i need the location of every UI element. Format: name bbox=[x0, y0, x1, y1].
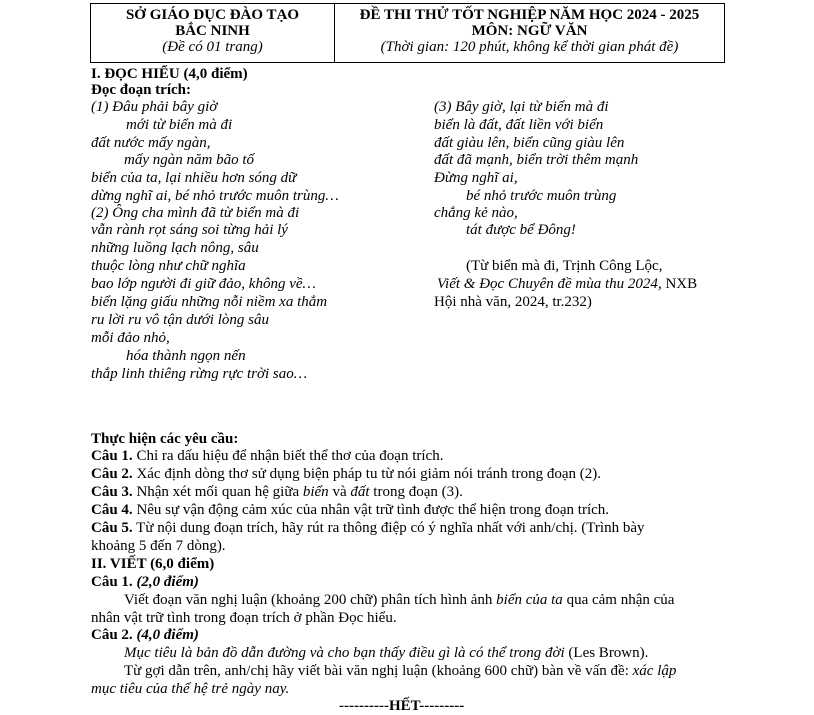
c1-label: Câu 1. bbox=[91, 574, 133, 590]
essay-2-quote bbox=[124, 645, 648, 662]
poem-left-line: hóa thành ngọn nến bbox=[126, 348, 246, 364]
poem-left-line: thuộc lòng như chữ nghĩa bbox=[91, 258, 246, 274]
poem-left-line: dừng nghĩ ai, bé nhỏ trước muôn trùng… bbox=[91, 188, 339, 204]
essay-2-heading bbox=[91, 627, 199, 644]
subject-name: MÔN: NGỮ VĂN bbox=[471, 23, 588, 39]
c2-italic-1: xác lập bbox=[632, 663, 677, 679]
time-note: (Thời gian: 120 phút, không kể thời gian phát đề) bbox=[380, 39, 679, 55]
poem-right-line: biển là đất, đất liền với biển bbox=[434, 117, 604, 133]
c1-italic: biển của ta bbox=[496, 592, 563, 608]
poem-left-line: ru lời ru vô tận dưới lòng sâu bbox=[91, 312, 269, 328]
read-label: Đọc đoạn trích: bbox=[91, 82, 191, 98]
q2-text: Xác định dòng thơ sử dụng biện pháp tu từ nói giảm nói tránh trong đoạn (2). bbox=[132, 466, 601, 482]
c1-pre: Viết đoạn văn nghị luận (khoảng 200 chữ) phân tích hình ảnh bbox=[124, 592, 497, 608]
question-4 bbox=[91, 502, 609, 519]
q2-label: Câu 2. bbox=[91, 466, 133, 482]
q1-text: Chỉ ra dấu hiệu để nhận biết thể thơ của đoạn trích. bbox=[132, 448, 444, 464]
source-book-title: Viết & Đọc Chuyên đề mùa thu 2024 bbox=[437, 276, 658, 292]
question-5-continued: khoảng 5 đến 7 dòng). bbox=[91, 538, 226, 554]
poem-right-line: bé nhỏ trước muôn trùng bbox=[466, 188, 617, 204]
poem-right-line: đất đã mạnh, biển trời thêm mạnh bbox=[434, 152, 639, 168]
poem-left-line: vẫn rành rọt sáng soi từng hải lý bbox=[91, 222, 288, 238]
c2-pre: Từ gợi dẫn trên, anh/chị hãy viết bài văn nghị luận (khoảng 600 chữ) bàn về vấn đề: bbox=[124, 663, 633, 679]
page-count-note: (Đề có 01 trang) bbox=[162, 39, 263, 55]
c2-author: (Les Brown). bbox=[564, 645, 649, 661]
poem-left-line: bao lớp người đi giữ đảo, không về… bbox=[91, 276, 316, 292]
essay-1-heading bbox=[91, 574, 199, 591]
q3-word-bien: biển bbox=[302, 484, 329, 500]
c1-post: qua cảm nhận của bbox=[562, 592, 675, 608]
poem-left-line: biển lặng giấu những nỗi niềm xa thẳm bbox=[91, 294, 328, 310]
q3-label: Câu 3. bbox=[91, 484, 133, 500]
essay-2-prompt bbox=[124, 663, 676, 680]
header-left bbox=[91, 7, 334, 55]
section1-heading: I. ĐỌC HIỂU (4,0 điểm) bbox=[91, 66, 248, 82]
header-table bbox=[90, 3, 725, 63]
section2-heading: II. VIẾT (6,0 điểm) bbox=[91, 556, 215, 572]
poem-right-line: chẳng kẻ nào, bbox=[434, 205, 518, 221]
department-name: SỞ GIÁO DỤC ĐÀO TẠO bbox=[125, 7, 300, 23]
essay-1-prompt bbox=[124, 592, 674, 609]
poem-left-line: mới từ biển mà đi bbox=[126, 117, 233, 133]
tasks-heading: Thực hiện các yêu cầu: bbox=[91, 431, 239, 447]
poem-right-line: tát được bể Đông! bbox=[466, 222, 576, 238]
source-line-3: Hội nhà văn, 2024, tr.232) bbox=[434, 294, 592, 310]
question-2 bbox=[91, 466, 601, 483]
source-line-1: (Từ biển mà đi, Trịnh Công Lộc, bbox=[466, 258, 663, 274]
q3-post: trong đoạn (3). bbox=[369, 484, 463, 500]
question-5 bbox=[91, 520, 645, 537]
source-line-2 bbox=[437, 276, 697, 293]
poem-right-line: (3) Bây giờ, lại từ biển mà đi bbox=[434, 99, 609, 115]
q5-text: Từ nội dung đoạn trích, hãy rút ra thông điệp có ý nghĩa nhất với anh/chị. (Trình bày bbox=[132, 520, 645, 536]
poem-right-line: đất giàu lên, biển cũng giàu lên bbox=[434, 135, 625, 151]
q3-word-dat: đất bbox=[350, 484, 370, 500]
c2-points: (4,0 điểm) bbox=[132, 627, 199, 643]
poem-left-line: đất nước mấy ngàn, bbox=[91, 135, 211, 151]
end-marker: ----------HẾT--------- bbox=[339, 698, 465, 714]
c2-quote: Mục tiêu là bản đồ dẫn đường và cho bạn thấy điều gì là có thể trong đời bbox=[124, 645, 565, 661]
q1-label: Câu 1. bbox=[91, 448, 133, 464]
q3-mid: và bbox=[328, 484, 351, 500]
question-3 bbox=[91, 484, 463, 501]
poem-left-line: những luồng lạch nông, sâu bbox=[91, 240, 259, 256]
q4-text: Nêu sự vận động cảm xúc của nhân vật trữ tình được thể hiện trong đoạn trích. bbox=[132, 502, 610, 518]
question-1 bbox=[91, 448, 443, 465]
exam-title: ĐỀ THI THỬ TỐT NGHIỆP NĂM HỌC 2024 - 2025 bbox=[359, 7, 700, 23]
poem-left-line: biển của ta, lại nhiều hơn sóng dữ bbox=[91, 170, 297, 186]
poem-left-line: (1) Đâu phải bây giờ bbox=[91, 99, 218, 115]
c1-points: (2,0 điểm) bbox=[132, 574, 199, 590]
poem-left-line: thắp linh thiêng rừng rực trời sao… bbox=[91, 366, 308, 382]
source-publisher-prefix: , NXB bbox=[657, 276, 698, 292]
poem-left-line: mỗi đảo nhỏ, bbox=[91, 330, 170, 346]
q5-label: Câu 5. bbox=[91, 520, 133, 536]
q3-pre: Nhận xét mối quan hệ giữa bbox=[132, 484, 303, 500]
c2-label: Câu 2. bbox=[91, 627, 133, 643]
poem-right-line: Đừng nghĩ ai, bbox=[434, 170, 518, 186]
poem-left-line: (2) Ông cha mình đã từ biển mà đi bbox=[91, 205, 300, 221]
province-name: BẮC NINH bbox=[175, 23, 250, 39]
essay-1-prompt-continued: nhân vật trữ tình trong đoạn trích ở phần Đọc hiểu. bbox=[91, 610, 397, 626]
header-right bbox=[335, 7, 724, 55]
q4-label: Câu 4. bbox=[91, 502, 133, 518]
poem-left-line: mấy ngàn năm bão tố bbox=[124, 152, 254, 168]
essay-2-prompt-continued: mục tiêu của thế hệ trẻ ngày nay. bbox=[91, 681, 290, 697]
